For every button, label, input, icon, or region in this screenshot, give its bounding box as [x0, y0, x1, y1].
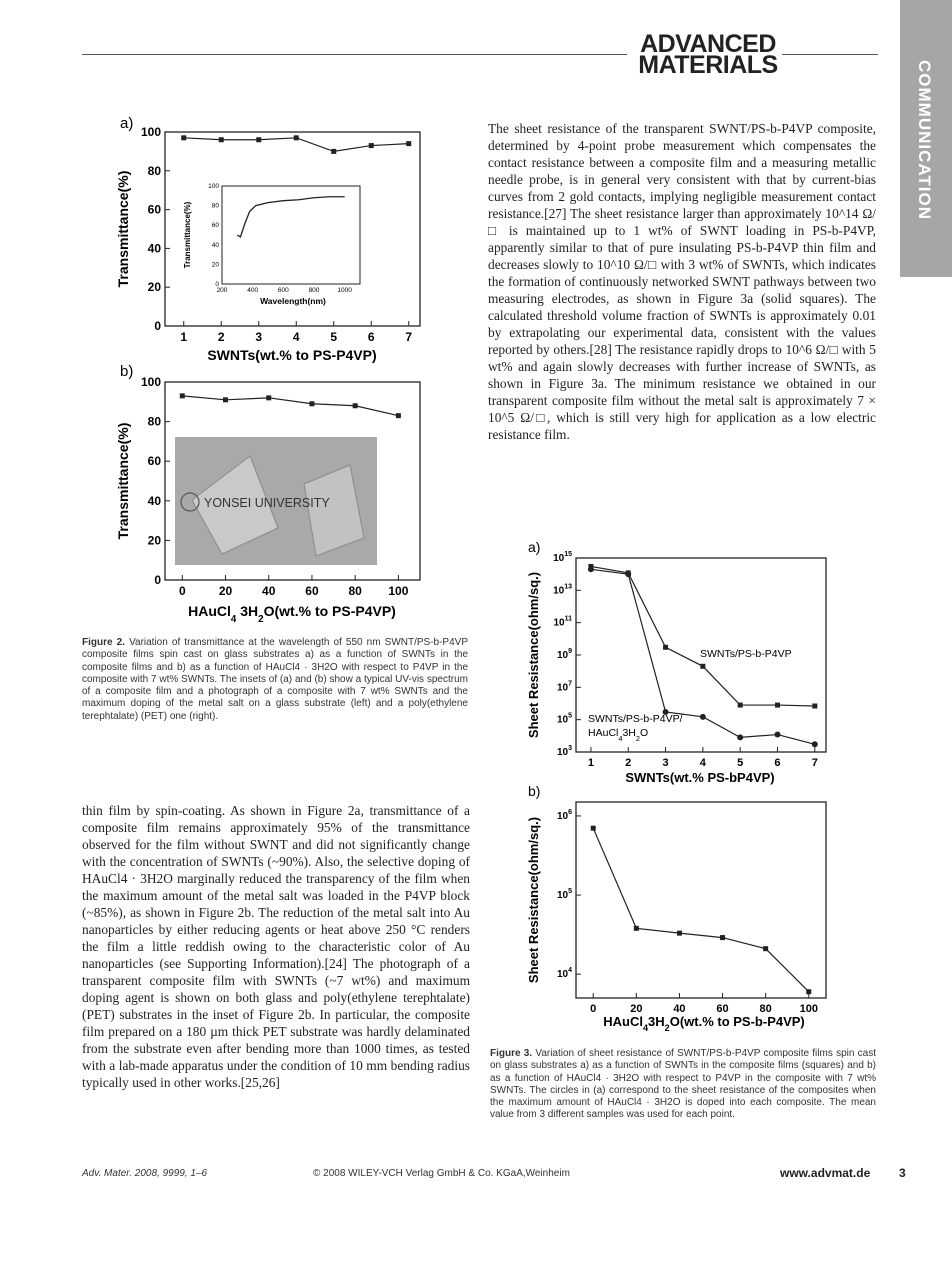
- x-tick-label: 0: [178, 584, 186, 598]
- figure-2-caption-text: Variation of transmittance at the wavelength of 550 nm SWNT/PS-b-P4VP composite films spin cast on glass substrates a) as a function of SWNTs in the composite films and b) as a function of HAuCl4 · 3H2O with respect to P4VP in the composite with 7 wt% SWNTs. The insets of (a) and (b) show a typical UV-vis spectrum of a composite film and a photograph of a composite with 7 wt% SWNTs and the maximum doping of the metal salt on a glass substrate (left) and a poly(ethylene terephtalate) (PET) one (right).: [82, 637, 468, 722]
- data-point-square: [720, 935, 725, 940]
- header-rule-right: [782, 54, 878, 55]
- x-tick-label: 3: [255, 330, 263, 344]
- logo-line1: ADVANCED: [640, 30, 776, 58]
- y-tick-label: 0: [154, 319, 161, 333]
- footer-journal: Adv. Mater. 2008, 9999, 1–6: [82, 1168, 208, 1179]
- data-point-circle: [588, 566, 594, 572]
- data-point-square: [219, 137, 224, 142]
- data-point-square: [591, 826, 596, 831]
- section-tab-label: COMMUNICATION: [915, 60, 934, 220]
- x-tick-label: 4: [292, 330, 300, 344]
- x-tick-label: 60: [305, 584, 319, 598]
- x-tick-label: 1: [587, 757, 594, 769]
- x-tick-label: 1: [180, 330, 188, 344]
- x-tick-label: 3: [662, 757, 669, 769]
- data-point-square: [677, 931, 682, 936]
- data-point-circle: [774, 732, 780, 738]
- y-axis-label: Sheet Resistance(ohm/sq.): [526, 816, 541, 984]
- x-tick-label: 100: [388, 584, 409, 598]
- y-tick-label: $10^4$: [556, 967, 572, 981]
- data-point-square: [700, 664, 705, 669]
- y-axis-label: Sheet Resistance(ohm/sq.): [526, 571, 541, 739]
- figure-2-caption-label: Figure 2.: [82, 637, 125, 648]
- data-point-circle: [625, 571, 631, 577]
- data-point-circle: [812, 741, 818, 747]
- y-tick-label: 60: [147, 454, 161, 469]
- inset-x-tick-label: 200: [216, 287, 228, 294]
- figure-3b-chart: [518, 780, 838, 1036]
- y-tick-label: 80: [147, 414, 161, 429]
- y-tick-label: $10^{15}$: [553, 551, 572, 564]
- data-point-square: [180, 393, 185, 398]
- x-tick-label: 60: [716, 1003, 729, 1015]
- inset-x-tick-label: 400: [247, 287, 259, 294]
- y-tick-label: 80: [147, 163, 161, 178]
- data-point-square: [763, 946, 768, 951]
- figure-2b-chart: [110, 360, 430, 630]
- right-column-paragraph: The sheet resistance of the transparent SWNT/PS-b-P4VP composite, determined by 4-point probe measurement which compensates the contact resistance between a composite film and a measuring metallic needle probe, is in general very consistent with that by current-bias curves from 2 gold contacts, implying negligible measurement contact resistance.[27] The sheet resistance larger than approximately 10^14 Ω/□ is maintained up to 1 wt% of SWNT loading in PS-b-P4VP, apparently similar to that of pure insulating PS-b-P4VP thin film and decreases slowly to 10^10 Ω/□ with 3 wt% of SWNTs, which indicates the formation of continuously networked SWNT pathways between two measuring electrodes, as shown in Figure 3a (solid squares). The calculated threshold volume fraction of SWNTs is approximately 0.01 by extrapolating our experimental data, consistent with the values reported by others.[28] The resistance rapidly drops to 10^6 Ω/□ with 5 wt% and again slowly decreases with further increase of SWNTs, as shown in Figure 3a. The minimum resistance we obtained in our transparent composite film without the metal salt is approximately 7 × 10^5 Ω/□, which is still very high for application as a low electric resistance film.: [488, 121, 876, 442]
- figure-2a-chart: [110, 112, 430, 374]
- x-axis-label: $HAuCl_43H_2O(wt.\%$ to PS-b-P4VP): [603, 1014, 805, 1033]
- footer-website[interactable]: www.advmat.de: [780, 1166, 871, 1180]
- figure-3-caption: [490, 1048, 876, 1122]
- y-tick-label: 40: [147, 493, 161, 508]
- x-tick-label: 7: [811, 757, 818, 769]
- x-tick-label: 40: [262, 584, 276, 598]
- x-tick-label: 80: [348, 584, 362, 598]
- data-point-square: [775, 703, 780, 708]
- y-tick-label: $10^6$: [556, 808, 572, 822]
- data-point-square: [806, 989, 811, 994]
- x-tick-label: 7: [405, 330, 413, 344]
- data-point-square: [353, 403, 358, 408]
- figure-2-caption: [82, 637, 468, 723]
- x-tick-label: 6: [367, 330, 375, 344]
- inset-y-axis-label: Transmittance(%): [183, 201, 192, 269]
- x-tick-label: 40: [673, 1003, 686, 1015]
- data-point-square: [331, 149, 336, 154]
- left-column-paragraph: thin film by spin-coating. As shown in Figure 2a, transmittance of a composite film remains approximately 95% of the transmittance observed for the film without SWNT and did not significantly change with the concentration of SWNTs (~90%). Also, the selective doping of HAuCl4 · 3H2O marginally reduced the transparency of the film when the maximum amount of the metal salt was loaded in the P4VP block (~85%), as shown in Figure 2b. The reduction of the metal salt into Au nanoparticles by either reducing agents or heat above 250 °C renders the film a little reddish owing to the characteristic color of Au nanoparticles (see Supporting Information).[24] The photograph of a transparent composite film with SWNTs (~7 wt%) and maximum doping agent is shown on both glass and poly(ethylene terephtalate) (PET) substrates in the inset of Figure 2b. In particular, the composite film prepared on a 180 µm thick PET substrate was hardly delaminated from the substrate even after bending more than 1000 times, as tested with a lab-made apparatus under the condition of 10 mm bending radius typically used in other works.[25,26]: [82, 803, 470, 1090]
- y-tick-label: 100: [140, 375, 161, 389]
- inset-photo-text: YONSEI UNIVERSITY: [204, 496, 330, 510]
- logo-line2: MATERIALS: [638, 51, 778, 79]
- x-tick-label: 20: [630, 1003, 643, 1015]
- figure-3a-chart: [518, 536, 838, 792]
- y-tick-label: $10^7$: [556, 680, 572, 694]
- legend-label-circles-line2: $HAuCl_43H_2O$: [588, 727, 649, 743]
- journal-logo: [628, 30, 788, 79]
- legend-label-squares: SWNTs/PS-b-P4VP: [700, 648, 792, 660]
- x-tick-label: 5: [330, 330, 338, 344]
- inset-y-tick-label: 0: [215, 281, 219, 288]
- y-tick-label: $10^5$: [556, 888, 572, 902]
- data-point-square: [663, 645, 668, 650]
- x-tick-label: 4: [699, 757, 706, 769]
- x-tick-label: 2: [625, 757, 632, 769]
- header-rule-left: [82, 54, 627, 55]
- inset-y-tick-label: 60: [211, 222, 219, 230]
- y-tick-label: 0: [154, 573, 161, 587]
- x-tick-label: 6: [774, 757, 781, 769]
- y-tick-label: 60: [147, 202, 161, 217]
- inset-x-tick-label: 600: [277, 287, 289, 294]
- x-tick-label: 100: [799, 1003, 818, 1015]
- data-point-square: [309, 401, 314, 406]
- data-point-square: [406, 141, 411, 146]
- figure-3-caption-text: Variation of sheet resistance of SWNT/PS-b-P4VP composite films spin cast on glass substrates a) as a function of SWNTs in the composite films (squares) and b) as a function of HAuCl4 · 3H2O with respect to P4VP in the composite with 7 wt% SWNTs. The circles in (a) correspond to the sheet resistance of the composites when the maximum amount of HAuCl4 · 3H2O is doped into each composite. The mean value from 3 different samples was used for each point.: [490, 1048, 876, 1121]
- panel-label: a): [528, 539, 541, 555]
- data-point-square: [396, 413, 401, 418]
- x-axis-label: SWNTs(wt.% to PS-P4VP): [207, 347, 377, 363]
- data-point-square: [223, 397, 228, 402]
- y-axis-label: Transmittance(%): [115, 170, 131, 288]
- x-tick-label: 80: [759, 1003, 772, 1015]
- data-point-circle: [737, 734, 743, 740]
- series-line: [591, 566, 815, 706]
- y-tick-label: 40: [147, 241, 161, 256]
- figure-3-caption-label: Figure 3.: [490, 1048, 533, 1059]
- y-tick-label: $10^3$: [556, 745, 572, 758]
- inset-y-tick-label: 20: [211, 261, 219, 269]
- inset-x-tick-label: 1000: [337, 287, 352, 294]
- inset-y-tick-label: 40: [211, 241, 219, 249]
- x-axis-label: HAuCl$_4$ $3H_2O(wt.\%$ to PS-P4VP): [188, 603, 396, 625]
- y-tick-label: $10^{13}$: [553, 583, 572, 597]
- panel-label: b): [120, 363, 134, 380]
- y-tick-label: $10^5$: [556, 712, 572, 726]
- data-point-square: [181, 135, 186, 140]
- x-tick-label: 5: [737, 757, 744, 769]
- y-tick-label: $10^9$: [556, 648, 572, 661]
- series-line: [182, 396, 398, 416]
- series-line: [593, 828, 809, 992]
- y-tick-label: $10^{11}$: [553, 615, 572, 629]
- x-tick-label: 20: [218, 584, 233, 598]
- data-point-square: [812, 704, 817, 709]
- data-point-square: [369, 143, 374, 148]
- inset-y-tick-label: 100: [208, 183, 219, 190]
- section-tab: [900, 0, 952, 277]
- footer-copyright: © 2008 WILEY-VCH Verlag GmbH & Co. KGaA,Weinheim: [313, 1168, 570, 1179]
- y-tick-label: 20: [147, 533, 161, 548]
- x-axis-label: SWNTs(wt.% PS-bP4VP): [625, 770, 775, 785]
- legend-label-circles-line1: SWNTs/PS-b-P4VP/: [588, 713, 683, 725]
- y-tick-label: 100: [140, 125, 161, 139]
- y-tick-label: 20: [147, 280, 161, 295]
- panel-label: b): [528, 783, 541, 799]
- panel-label: a): [120, 115, 134, 132]
- data-point-square: [256, 137, 261, 142]
- inset-x-axis-label: Wavelength(nm): [260, 296, 326, 306]
- x-tick-label: 2: [217, 330, 225, 344]
- inset-x-tick-label: 800: [308, 287, 320, 294]
- data-point-circle: [700, 714, 706, 720]
- data-point-square: [294, 135, 299, 140]
- plot-frame: [576, 802, 826, 998]
- y-axis-label: Transmittance(%): [115, 422, 131, 540]
- inset-y-tick-label: 80: [211, 202, 219, 210]
- data-point-square: [634, 926, 639, 931]
- data-point-square: [266, 395, 271, 400]
- x-tick-label: 0: [590, 1003, 597, 1015]
- footer-page-number: 3: [899, 1166, 906, 1180]
- data-point-square: [738, 703, 743, 708]
